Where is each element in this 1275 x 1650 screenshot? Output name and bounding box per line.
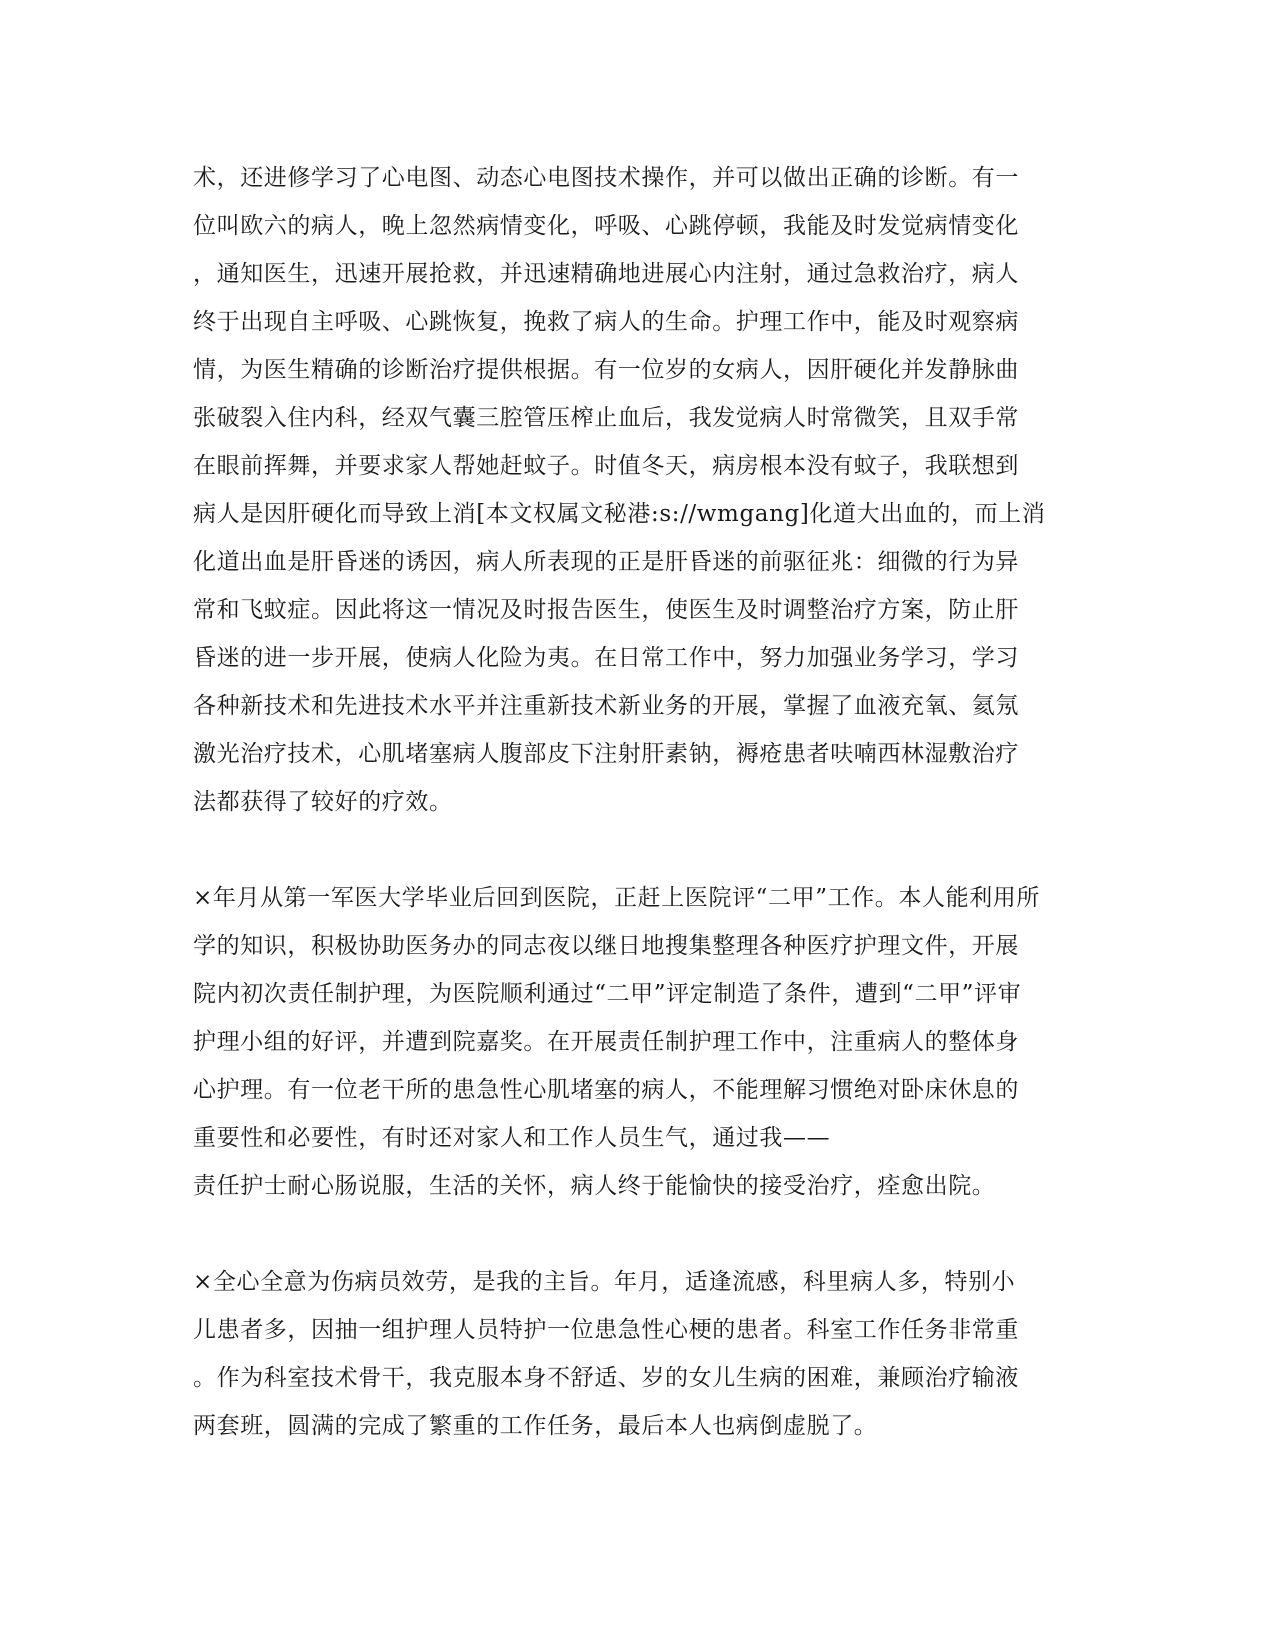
text-line: ×年月从第一军医大学毕业后回到医院，正赶上医院评“二甲”工作。本人能利用所 <box>193 885 1040 911</box>
text-line: 在眼前挥舞，并要求家人帮她赶蚊子。时值冬天，病房根本没有蚊子，我联想到 <box>193 453 1019 479</box>
text-line: 院内初次责任制护理，为医院顺利通过“二甲”评定制造了条件，遭到“二甲”评审 <box>193 981 1022 1007</box>
text-line: 儿患者多，因抽一组护理人员特护一位患急性心梗的患者。科室工作任务非常重 <box>193 1317 1019 1343</box>
text-line: 重要性和必要性，有时还对家人和工作人员生气，通过我—— <box>193 1125 831 1151</box>
text-line: 昏迷的进一步开展，使病人化险为夷。在日常工作中，努力加强业务学习，学习 <box>193 645 1019 671</box>
text-line: 术，还进修学习了心电图、动态心电图技术操作，并可以做出正确的诊断。有一 <box>193 165 1019 191</box>
text-line: 护理小组的好评，并遭到院嘉奖。在开展责任制护理工作中，注重病人的整体身 <box>193 1029 1019 1055</box>
text-line: 。作为科室技术骨干，我克服本身不舒适、岁的女儿生病的困难，兼顾治疗输液 <box>193 1365 1019 1391</box>
text-line: 各种新技术和先进技术水平并注重新技术新业务的开展，掌握了血液充氧、氦氖 <box>193 693 1019 719</box>
text-line: 责任护士耐心肠说服，生活的关怀，病人终于能愉快的接受治疗，痊愈出院。 <box>193 1173 996 1199</box>
text-line: 心护理。有一位老干所的患急性心肌堵塞的病人，不能理解习惯绝对卧床休息的 <box>193 1077 1019 1103</box>
text-line: 常和飞蚊症。因此将这一情况及时报告医生，使医生及时调整治疗方案，防止肝 <box>193 597 1019 623</box>
text-line: 病人是因肝硬化而导致上消[本文权属文秘港:s://wmgang]化道大出血的，而上消 <box>193 501 1046 527</box>
text-line: 两套班，圆满的完成了繁重的工作任务，最后本人也病倒虚脱了。 <box>193 1413 878 1439</box>
text-line: ，通知医生，迅速开展抢救，并迅速精确地进展心内注射，通过急救治疗，病人 <box>193 261 1019 287</box>
text-line: 张破裂入住内科，经双气囊三腔管压榨止血后，我发觉病人时常微笑，且双手常 <box>193 405 1019 431</box>
paragraph <box>193 1258 1073 1450</box>
text-line: 学的知识，积极协助医务办的同志夜以继日地搜集整理各种医疗护理文件，开展 <box>193 933 1019 959</box>
paragraph <box>193 874 1073 1210</box>
text-line: ×全心全意为伤病员效劳，是我的主旨。年月，适逢流感，科里病人多，特别小 <box>193 1269 1016 1295</box>
text-line: 终于出现自主呼吸、心跳恢复，挽救了病人的生命。护理工作中，能及时观察病 <box>193 309 1019 335</box>
paragraph <box>193 154 1073 826</box>
text-line: 化道出血是肝昏迷的诱因，病人所表现的正是肝昏迷的前驱征兆：细微的行为异 <box>193 549 1019 575</box>
text-line: 法都获得了较好的疗效。 <box>193 789 453 815</box>
text-line: 位叫欧六的病人，晚上忽然病情变化，呼吸、心跳停顿，我能及时发觉病情变化 <box>193 213 1019 239</box>
text-line: 激光治疗技术，心肌堵塞病人腹部皮下注射肝素钠，褥疮患者呋喃西林湿敷治疗 <box>193 741 1019 767</box>
text-line: 情，为医生精确的诊断治疗提供根据。有一位岁的女病人，因肝硬化并发静脉曲 <box>193 357 1019 383</box>
